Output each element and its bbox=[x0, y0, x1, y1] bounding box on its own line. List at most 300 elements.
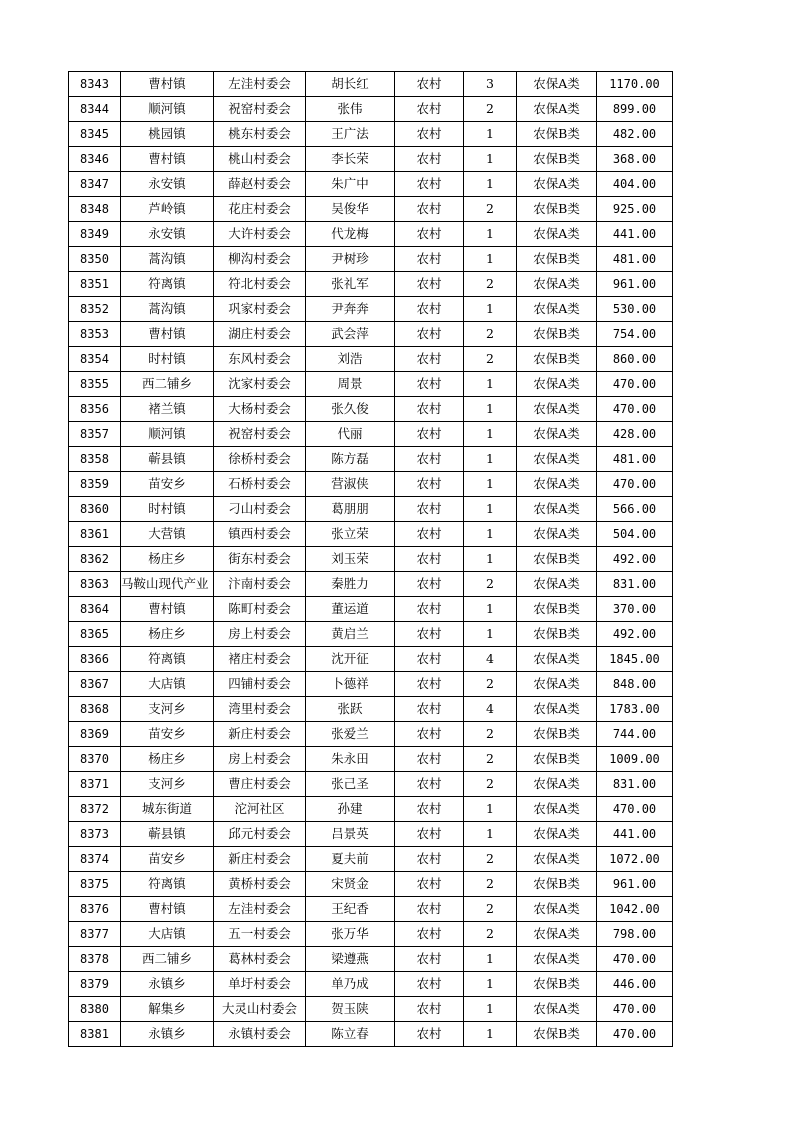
table-row bbox=[69, 72, 673, 97]
cell-person-count: 2 bbox=[464, 847, 517, 872]
table-row bbox=[69, 272, 673, 297]
cell-household-type: 农村 bbox=[395, 747, 464, 772]
cell-category: 农保A类 bbox=[517, 372, 597, 397]
cell-town: 苗安乡 bbox=[121, 722, 214, 747]
cell-village: 大灵山村委会 bbox=[214, 997, 306, 1022]
cell-name: 吕景英 bbox=[306, 822, 395, 847]
table-row bbox=[69, 622, 673, 647]
cell-village: 桃东村委会 bbox=[214, 122, 306, 147]
cell-number: 8373 bbox=[69, 822, 121, 847]
cell-name: 周景 bbox=[306, 372, 395, 397]
table-row bbox=[69, 972, 673, 997]
cell-number: 8381 bbox=[69, 1022, 121, 1047]
cell-number: 8352 bbox=[69, 297, 121, 322]
table-row bbox=[69, 897, 673, 922]
cell-category: 农保A类 bbox=[517, 297, 597, 322]
cell-village: 沱河社区 bbox=[214, 797, 306, 822]
cell-person-count: 1 bbox=[464, 1022, 517, 1047]
cell-person-count: 1 bbox=[464, 597, 517, 622]
cell-village: 薛赵村委会 bbox=[214, 172, 306, 197]
cell-amount: 470.00 bbox=[597, 397, 673, 422]
cell-household-type: 农村 bbox=[395, 472, 464, 497]
cell-village: 街东村委会 bbox=[214, 547, 306, 572]
table-row bbox=[69, 297, 673, 322]
cell-number: 8347 bbox=[69, 172, 121, 197]
cell-town: 杨庄乡 bbox=[121, 622, 214, 647]
cell-person-count: 2 bbox=[464, 722, 517, 747]
table-row bbox=[69, 172, 673, 197]
cell-name: 张立荣 bbox=[306, 522, 395, 547]
cell-village: 左洼村委会 bbox=[214, 72, 306, 97]
cell-household-type: 农村 bbox=[395, 147, 464, 172]
cell-village: 左洼村委会 bbox=[214, 897, 306, 922]
cell-amount: 831.00 bbox=[597, 572, 673, 597]
cell-village: 房上村委会 bbox=[214, 747, 306, 772]
cell-town: 永镇乡 bbox=[121, 972, 214, 997]
cell-name: 黄启兰 bbox=[306, 622, 395, 647]
cell-person-count: 1 bbox=[464, 372, 517, 397]
cell-household-type: 农村 bbox=[395, 847, 464, 872]
cell-household-type: 农村 bbox=[395, 372, 464, 397]
cell-number: 8375 bbox=[69, 872, 121, 897]
cell-number: 8370 bbox=[69, 747, 121, 772]
cell-person-count: 2 bbox=[464, 897, 517, 922]
cell-category: 农保A类 bbox=[517, 647, 597, 672]
cell-category: 农保B类 bbox=[517, 122, 597, 147]
cell-person-count: 1 bbox=[464, 222, 517, 247]
cell-name: 胡长红 bbox=[306, 72, 395, 97]
table-row bbox=[69, 497, 673, 522]
table-row bbox=[69, 997, 673, 1022]
cell-household-type: 农村 bbox=[395, 422, 464, 447]
cell-number: 8344 bbox=[69, 97, 121, 122]
cell-town: 蕲县镇 bbox=[121, 822, 214, 847]
cell-name: 卜德祥 bbox=[306, 672, 395, 697]
cell-name: 朱永田 bbox=[306, 747, 395, 772]
cell-person-count: 1 bbox=[464, 397, 517, 422]
cell-household-type: 农村 bbox=[395, 822, 464, 847]
cell-category: 农保B类 bbox=[517, 747, 597, 772]
cell-household-type: 农村 bbox=[395, 622, 464, 647]
cell-category: 农保A类 bbox=[517, 922, 597, 947]
cell-village: 永镇村委会 bbox=[214, 1022, 306, 1047]
cell-amount: 1072.00 bbox=[597, 847, 673, 872]
cell-household-type: 农村 bbox=[395, 222, 464, 247]
cell-village: 房上村委会 bbox=[214, 622, 306, 647]
cell-number: 8369 bbox=[69, 722, 121, 747]
cell-person-count: 2 bbox=[464, 322, 517, 347]
cell-amount: 925.00 bbox=[597, 197, 673, 222]
cell-household-type: 农村 bbox=[395, 772, 464, 797]
cell-person-count: 1 bbox=[464, 822, 517, 847]
cell-name: 李长荣 bbox=[306, 147, 395, 172]
cell-person-count: 1 bbox=[464, 972, 517, 997]
cell-town: 曹村镇 bbox=[121, 897, 214, 922]
cell-household-type: 农村 bbox=[395, 347, 464, 372]
cell-town: 大店镇 bbox=[121, 672, 214, 697]
cell-name: 梁遵燕 bbox=[306, 947, 395, 972]
cell-number: 8365 bbox=[69, 622, 121, 647]
cell-number: 8343 bbox=[69, 72, 121, 97]
cell-amount: 566.00 bbox=[597, 497, 673, 522]
cell-number: 8376 bbox=[69, 897, 121, 922]
cell-household-type: 农村 bbox=[395, 722, 464, 747]
cell-amount: 470.00 bbox=[597, 947, 673, 972]
cell-number: 8364 bbox=[69, 597, 121, 622]
cell-amount: 1009.00 bbox=[597, 747, 673, 772]
cell-category: 农保A类 bbox=[517, 172, 597, 197]
cell-household-type: 农村 bbox=[395, 872, 464, 897]
cell-village: 柳沟村委会 bbox=[214, 247, 306, 272]
cell-category: 农保A类 bbox=[517, 672, 597, 697]
table-row bbox=[69, 472, 673, 497]
cell-name: 孙建 bbox=[306, 797, 395, 822]
cell-village: 新庄村委会 bbox=[214, 722, 306, 747]
table-row bbox=[69, 572, 673, 597]
cell-village: 陈町村委会 bbox=[214, 597, 306, 622]
cell-person-count: 1 bbox=[464, 422, 517, 447]
table-row bbox=[69, 422, 673, 447]
cell-category: 农保B类 bbox=[517, 722, 597, 747]
cell-person-count: 2 bbox=[464, 197, 517, 222]
cell-household-type: 农村 bbox=[395, 447, 464, 472]
cell-person-count: 1 bbox=[464, 997, 517, 1022]
cell-number: 8357 bbox=[69, 422, 121, 447]
cell-number: 8345 bbox=[69, 122, 121, 147]
cell-amount: 470.00 bbox=[597, 1022, 673, 1047]
cell-town: 曹村镇 bbox=[121, 147, 214, 172]
cell-town: 符离镇 bbox=[121, 872, 214, 897]
cell-person-count: 2 bbox=[464, 347, 517, 372]
cell-name: 张爱兰 bbox=[306, 722, 395, 747]
cell-person-count: 1 bbox=[464, 472, 517, 497]
table-row bbox=[69, 447, 673, 472]
cell-household-type: 农村 bbox=[395, 522, 464, 547]
cell-village: 石桥村委会 bbox=[214, 472, 306, 497]
cell-amount: 1783.00 bbox=[597, 697, 673, 722]
cell-number: 8367 bbox=[69, 672, 121, 697]
cell-town: 永安镇 bbox=[121, 222, 214, 247]
cell-village: 祝窑村委会 bbox=[214, 97, 306, 122]
cell-category: 农保A类 bbox=[517, 947, 597, 972]
cell-amount: 470.00 bbox=[597, 472, 673, 497]
cell-number: 8359 bbox=[69, 472, 121, 497]
cell-village: 沈家村委会 bbox=[214, 372, 306, 397]
cell-amount: 368.00 bbox=[597, 147, 673, 172]
cell-category: 农保A类 bbox=[517, 222, 597, 247]
cell-amount: 492.00 bbox=[597, 622, 673, 647]
cell-number: 8379 bbox=[69, 972, 121, 997]
cell-name: 尹树珍 bbox=[306, 247, 395, 272]
cell-category: 农保A类 bbox=[517, 997, 597, 1022]
cell-person-count: 1 bbox=[464, 622, 517, 647]
cell-name: 葛朋朋 bbox=[306, 497, 395, 522]
cell-category: 农保A类 bbox=[517, 422, 597, 447]
cell-household-type: 农村 bbox=[395, 297, 464, 322]
cell-amount: 1170.00 bbox=[597, 72, 673, 97]
cell-amount: 504.00 bbox=[597, 522, 673, 547]
cell-amount: 482.00 bbox=[597, 122, 673, 147]
cell-category: 农保A类 bbox=[517, 272, 597, 297]
cell-village: 刁山村委会 bbox=[214, 497, 306, 522]
cell-name: 单乃成 bbox=[306, 972, 395, 997]
cell-category: 农保A类 bbox=[517, 72, 597, 97]
cell-household-type: 农村 bbox=[395, 197, 464, 222]
cell-number: 8371 bbox=[69, 772, 121, 797]
table-row bbox=[69, 322, 673, 347]
cell-amount: 470.00 bbox=[597, 997, 673, 1022]
cell-number: 8348 bbox=[69, 197, 121, 222]
table-row bbox=[69, 872, 673, 897]
table-row bbox=[69, 747, 673, 772]
cell-village: 桃山村委会 bbox=[214, 147, 306, 172]
cell-amount: 899.00 bbox=[597, 97, 673, 122]
cell-town: 苗安乡 bbox=[121, 472, 214, 497]
cell-name: 代丽 bbox=[306, 422, 395, 447]
cell-household-type: 农村 bbox=[395, 997, 464, 1022]
cell-category: 农保B类 bbox=[517, 597, 597, 622]
table-row bbox=[69, 247, 673, 272]
cell-town: 杨庄乡 bbox=[121, 547, 214, 572]
cell-person-count: 4 bbox=[464, 647, 517, 672]
cell-person-count: 2 bbox=[464, 772, 517, 797]
cell-number: 8377 bbox=[69, 922, 121, 947]
cell-household-type: 农村 bbox=[395, 797, 464, 822]
cell-name: 贺玉陕 bbox=[306, 997, 395, 1022]
cell-name: 朱广中 bbox=[306, 172, 395, 197]
table-row bbox=[69, 797, 673, 822]
cell-town: 大营镇 bbox=[121, 522, 214, 547]
cell-name: 张伟 bbox=[306, 97, 395, 122]
cell-number: 8380 bbox=[69, 997, 121, 1022]
cell-person-count: 1 bbox=[464, 497, 517, 522]
cell-name: 吴俊华 bbox=[306, 197, 395, 222]
cell-household-type: 农村 bbox=[395, 897, 464, 922]
cell-category: 农保A类 bbox=[517, 897, 597, 922]
cell-number: 8351 bbox=[69, 272, 121, 297]
cell-number: 8356 bbox=[69, 397, 121, 422]
cell-household-type: 农村 bbox=[395, 247, 464, 272]
cell-category: 农保A类 bbox=[517, 522, 597, 547]
table-row bbox=[69, 947, 673, 972]
cell-name: 秦胜力 bbox=[306, 572, 395, 597]
cell-person-count: 2 bbox=[464, 872, 517, 897]
cell-amount: 831.00 bbox=[597, 772, 673, 797]
cell-household-type: 农村 bbox=[395, 1022, 464, 1047]
table-row bbox=[69, 97, 673, 122]
cell-name: 张跃 bbox=[306, 697, 395, 722]
cell-amount: 441.00 bbox=[597, 822, 673, 847]
cell-household-type: 农村 bbox=[395, 572, 464, 597]
cell-village: 曹庄村委会 bbox=[214, 772, 306, 797]
cell-person-count: 1 bbox=[464, 797, 517, 822]
cell-village: 汴南村委会 bbox=[214, 572, 306, 597]
cell-town: 蕲县镇 bbox=[121, 447, 214, 472]
cell-name: 尹奔奔 bbox=[306, 297, 395, 322]
cell-category: 农保B类 bbox=[517, 547, 597, 572]
cell-name: 沈开征 bbox=[306, 647, 395, 672]
cell-amount: 428.00 bbox=[597, 422, 673, 447]
cell-village: 徐桥村委会 bbox=[214, 447, 306, 472]
cell-town: 蒿沟镇 bbox=[121, 297, 214, 322]
cell-amount: 481.00 bbox=[597, 447, 673, 472]
cell-number: 8346 bbox=[69, 147, 121, 172]
cell-household-type: 农村 bbox=[395, 972, 464, 997]
cell-category: 农保A类 bbox=[517, 797, 597, 822]
cell-household-type: 农村 bbox=[395, 647, 464, 672]
cell-town: 时村镇 bbox=[121, 347, 214, 372]
cell-person-count: 2 bbox=[464, 747, 517, 772]
cell-household-type: 农村 bbox=[395, 272, 464, 297]
cell-person-count: 2 bbox=[464, 97, 517, 122]
cell-person-count: 1 bbox=[464, 247, 517, 272]
cell-number: 8355 bbox=[69, 372, 121, 397]
cell-town: 蒿沟镇 bbox=[121, 247, 214, 272]
cell-town: 符离镇 bbox=[121, 272, 214, 297]
cell-category: 农保B类 bbox=[517, 322, 597, 347]
cell-category: 农保A类 bbox=[517, 847, 597, 872]
cell-person-count: 2 bbox=[464, 922, 517, 947]
cell-amount: 754.00 bbox=[597, 322, 673, 347]
cell-amount: 492.00 bbox=[597, 547, 673, 572]
cell-amount: 1845.00 bbox=[597, 647, 673, 672]
table-row bbox=[69, 922, 673, 947]
table-row bbox=[69, 847, 673, 872]
cell-name: 刘玉荣 bbox=[306, 547, 395, 572]
cell-village: 邱元村委会 bbox=[214, 822, 306, 847]
cell-village: 巩家村委会 bbox=[214, 297, 306, 322]
cell-town: 顺河镇 bbox=[121, 97, 214, 122]
cell-number: 8353 bbox=[69, 322, 121, 347]
cell-name: 陈方磊 bbox=[306, 447, 395, 472]
cell-number: 8361 bbox=[69, 522, 121, 547]
table-row bbox=[69, 647, 673, 672]
cell-amount: 1042.00 bbox=[597, 897, 673, 922]
cell-person-count: 2 bbox=[464, 272, 517, 297]
cell-category: 农保B类 bbox=[517, 147, 597, 172]
cell-village: 四铺村委会 bbox=[214, 672, 306, 697]
cell-amount: 470.00 bbox=[597, 797, 673, 822]
table-row bbox=[69, 597, 673, 622]
cell-village: 大杨村委会 bbox=[214, 397, 306, 422]
cell-name: 董运道 bbox=[306, 597, 395, 622]
cell-village: 湖庄村委会 bbox=[214, 322, 306, 347]
cell-village: 东风村委会 bbox=[214, 347, 306, 372]
cell-number: 8372 bbox=[69, 797, 121, 822]
cell-town: 支河乡 bbox=[121, 697, 214, 722]
table-row bbox=[69, 522, 673, 547]
cell-household-type: 农村 bbox=[395, 97, 464, 122]
cell-town: 曹村镇 bbox=[121, 322, 214, 347]
cell-household-type: 农村 bbox=[395, 922, 464, 947]
cell-amount: 961.00 bbox=[597, 872, 673, 897]
cell-number: 8366 bbox=[69, 647, 121, 672]
cell-name: 王纪香 bbox=[306, 897, 395, 922]
cell-household-type: 农村 bbox=[395, 947, 464, 972]
cell-village: 新庄村委会 bbox=[214, 847, 306, 872]
cell-household-type: 农村 bbox=[395, 322, 464, 347]
cell-town: 桃园镇 bbox=[121, 122, 214, 147]
cell-category: 农保A类 bbox=[517, 697, 597, 722]
table-row bbox=[69, 147, 673, 172]
cell-name: 代龙梅 bbox=[306, 222, 395, 247]
cell-village: 褚庄村委会 bbox=[214, 647, 306, 672]
table-row bbox=[69, 122, 673, 147]
cell-town: 西二铺乡 bbox=[121, 372, 214, 397]
cell-household-type: 农村 bbox=[395, 697, 464, 722]
cell-town: 永镇乡 bbox=[121, 1022, 214, 1047]
cell-category: 农保B类 bbox=[517, 347, 597, 372]
cell-name: 王广法 bbox=[306, 122, 395, 147]
cell-person-count: 1 bbox=[464, 447, 517, 472]
cell-village: 单圩村委会 bbox=[214, 972, 306, 997]
cell-category: 农保A类 bbox=[517, 497, 597, 522]
cell-village: 祝窑村委会 bbox=[214, 422, 306, 447]
cell-village: 花庄村委会 bbox=[214, 197, 306, 222]
cell-amount: 798.00 bbox=[597, 922, 673, 947]
table-row bbox=[69, 672, 673, 697]
cell-category: 农保B类 bbox=[517, 872, 597, 897]
allowance-table bbox=[68, 71, 673, 1047]
cell-household-type: 农村 bbox=[395, 122, 464, 147]
cell-category: 农保B类 bbox=[517, 622, 597, 647]
cell-name: 陈立春 bbox=[306, 1022, 395, 1047]
cell-name: 夏夫前 bbox=[306, 847, 395, 872]
cell-town: 西二铺乡 bbox=[121, 947, 214, 972]
cell-village: 大许村委会 bbox=[214, 222, 306, 247]
cell-amount: 441.00 bbox=[597, 222, 673, 247]
cell-person-count: 2 bbox=[464, 672, 517, 697]
cell-number: 8374 bbox=[69, 847, 121, 872]
table-row bbox=[69, 822, 673, 847]
cell-household-type: 农村 bbox=[395, 547, 464, 572]
cell-household-type: 农村 bbox=[395, 672, 464, 697]
cell-name: 宋贤金 bbox=[306, 872, 395, 897]
cell-number: 8354 bbox=[69, 347, 121, 372]
table-row bbox=[69, 772, 673, 797]
cell-category: 农保B类 bbox=[517, 972, 597, 997]
cell-category: 农保B类 bbox=[517, 247, 597, 272]
cell-household-type: 农村 bbox=[395, 72, 464, 97]
cell-number: 8363 bbox=[69, 572, 121, 597]
cell-amount: 530.00 bbox=[597, 297, 673, 322]
cell-category: 农保A类 bbox=[517, 97, 597, 122]
cell-town: 解集乡 bbox=[121, 997, 214, 1022]
cell-person-count: 4 bbox=[464, 697, 517, 722]
cell-amount: 860.00 bbox=[597, 347, 673, 372]
cell-number: 8349 bbox=[69, 222, 121, 247]
cell-amount: 446.00 bbox=[597, 972, 673, 997]
table-body bbox=[69, 72, 673, 1047]
cell-town: 曹村镇 bbox=[121, 72, 214, 97]
cell-village: 五一村委会 bbox=[214, 922, 306, 947]
cell-village: 黄桥村委会 bbox=[214, 872, 306, 897]
cell-category: 农保A类 bbox=[517, 397, 597, 422]
cell-name: 武会萍 bbox=[306, 322, 395, 347]
cell-amount: 481.00 bbox=[597, 247, 673, 272]
table-row bbox=[69, 372, 673, 397]
cell-person-count: 1 bbox=[464, 947, 517, 972]
table-row bbox=[69, 697, 673, 722]
cell-category: 农保A类 bbox=[517, 472, 597, 497]
cell-amount: 404.00 bbox=[597, 172, 673, 197]
cell-name: 张己圣 bbox=[306, 772, 395, 797]
cell-number: 8368 bbox=[69, 697, 121, 722]
table-row bbox=[69, 722, 673, 747]
cell-category: 农保A类 bbox=[517, 447, 597, 472]
cell-category: 农保A类 bbox=[517, 572, 597, 597]
cell-category: 农保B类 bbox=[517, 1022, 597, 1047]
